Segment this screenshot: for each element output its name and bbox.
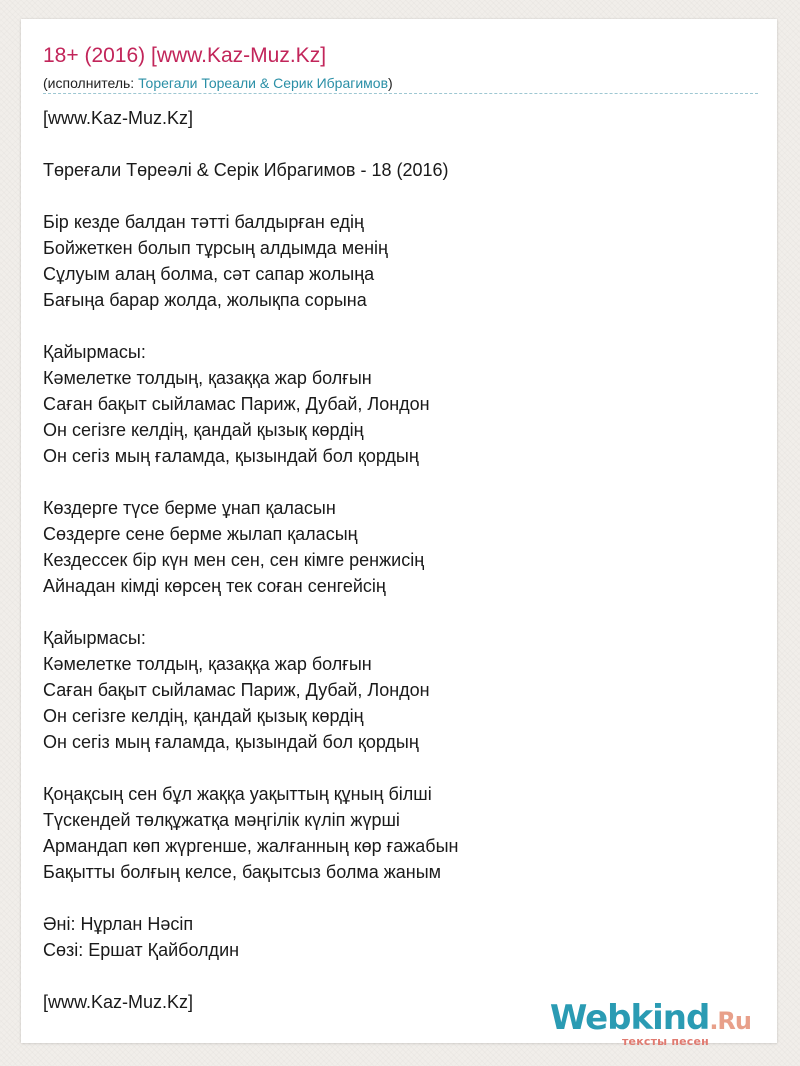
header-divider bbox=[43, 93, 758, 94]
lyric-line: Әні: Нұрлан Нәсіп bbox=[43, 914, 194, 934]
stanza-gap bbox=[43, 469, 458, 495]
stanza-gap bbox=[43, 963, 458, 989]
lyric-line: Көздерге түсе берме ұнап қаласын bbox=[43, 498, 336, 518]
lyric-line: Он сегіз мың ғаламда, қызындай бол қордың bbox=[43, 446, 419, 466]
lyric-line: Кездессек бір күн мен сен, сен кімге ренжисің bbox=[43, 550, 425, 570]
lyric-line: Кәмелетке толдың, қазаққа жар болғын bbox=[43, 654, 372, 674]
lyric-line: Түскендей төлқұжатқа мәңгілік күліп жүрші bbox=[43, 810, 400, 830]
lyric-line: Сөзі: Ершат Қайболдин bbox=[43, 940, 240, 960]
lyric-line: Бір кезде балдан тәтті балдырған едің bbox=[43, 212, 364, 232]
lyric-line: Саған бақыт сыйламас Париж, Дубай, Лондон bbox=[43, 680, 430, 700]
lyric-line: Айнадан кімді көрсең тек соған сенгейсің bbox=[43, 576, 386, 596]
stanza-gap bbox=[43, 755, 458, 781]
watermark-brand-name: Webkind bbox=[549, 998, 710, 1038]
lyric-line: Он сегізге келдің, қандай қызық көрдің bbox=[43, 420, 364, 440]
lyric-line: Қоңақсың сен бұл жаққа уақыттың құның білші bbox=[43, 784, 432, 804]
lyric-line: Сұлуым алаң болма, сәт сапар жолыңа bbox=[43, 264, 375, 284]
lyric-line: Он сегіз мың ғаламда, қызындай бол қордың bbox=[43, 732, 419, 752]
stanza-gap bbox=[43, 885, 458, 911]
watermark-brand bbox=[550, 999, 751, 1040]
watermark-tld: .Ru bbox=[709, 1007, 751, 1035]
lyric-line: Төреғали Төреәлі & Серік Ибрагимов - 18 (2016) bbox=[43, 160, 449, 180]
stanza-gap bbox=[43, 313, 458, 339]
lyric-line: Кәмелетке толдың, қазаққа жар болғын bbox=[43, 368, 372, 388]
lyric-line: Саған бақыт сыйламас Париж, Дубай, Лондон bbox=[43, 394, 430, 414]
stanza-gap bbox=[43, 599, 458, 625]
song-title: 18+ (2016) [www.Kaz-Muz.Kz] bbox=[43, 44, 327, 67]
stanza-gap bbox=[43, 131, 458, 157]
stanza-gap bbox=[43, 183, 458, 209]
artist-line bbox=[43, 74, 393, 92]
artist-prefix: (исполнитель: bbox=[43, 75, 139, 91]
webkind-logo bbox=[550, 999, 751, 1048]
lyric-line: [www.Kaz-Muz.Kz] bbox=[43, 992, 194, 1012]
lyric-line: Армандап көп жүргенше, жалғанның көр ғажабын bbox=[43, 836, 459, 856]
lyric-line: Бағыңа барар жолда, жолықпа сорына bbox=[43, 290, 367, 310]
artist-link[interactable]: Торегали Тореали & Серик Ибрагимов bbox=[138, 75, 389, 91]
lyric-line: Бақытты болғың келсе, бақытсыз болма жаным bbox=[43, 862, 442, 882]
lyric-line: Сөздерге сене берме жылап қаласың bbox=[43, 524, 358, 544]
lyric-line: Қайырмасы: bbox=[43, 342, 146, 362]
watermark-tagline: тексты песен bbox=[621, 1035, 709, 1048]
lyrics-card bbox=[21, 19, 777, 1048]
lyric-line: Бойжеткен болып тұрсың алдымда менің bbox=[43, 238, 388, 258]
lyrics-text bbox=[43, 105, 458, 1015]
lyric-line: Он сегізге келдің, қандай қызық көрдің bbox=[43, 706, 364, 726]
artist-suffix: ) bbox=[388, 75, 393, 91]
lyric-line: [www.Kaz-Muz.Kz] bbox=[43, 108, 194, 128]
lyric-line: Қайырмасы: bbox=[43, 628, 146, 648]
